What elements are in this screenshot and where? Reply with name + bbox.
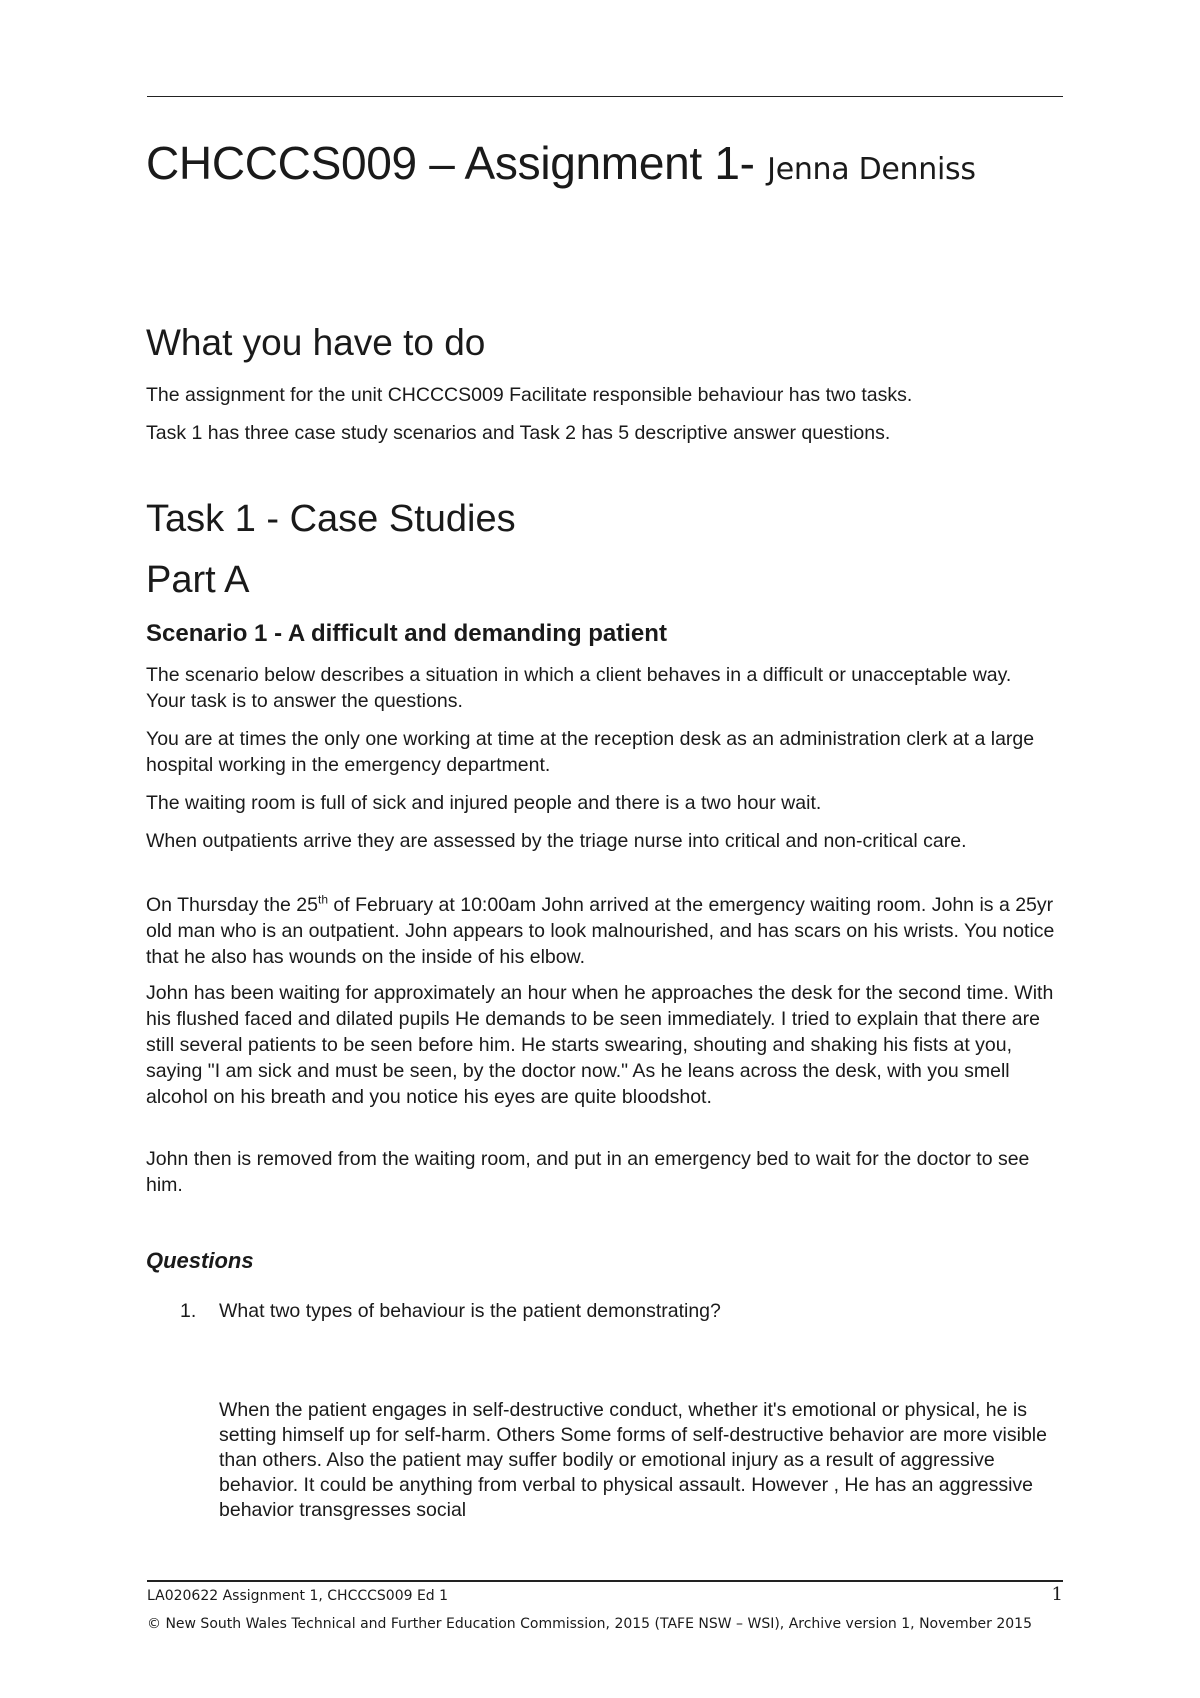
author-name: Jenna Denniss	[767, 152, 976, 187]
heading-what-you-have-to-do: What you have to do	[146, 322, 486, 363]
heading-scenario-1: Scenario 1 - A difficult and demanding patient	[146, 620, 667, 647]
scenario-paragraph-1: The scenario below describes a situation in which a client behaves in a difficult or unacceptable way. Your task is to answer the questions.	[146, 664, 1012, 712]
scenario-paragraph-6: John has been waiting for approximately an hour when he approaches the desk for the second time. With his flushed faced and dilated pupils He demands to be seen immediately. I tried to explain that there are still several patients to be seen before him. He starts swearing, shouting and shaking his fists at you, saying "I am sick and must be seen, by the doctor now." As he leans across the desk, with you smell alcohol on his breath and you notice his eyes are quite bloodshot.	[146, 982, 1054, 1108]
paragraph-5-rest: of February at 10:00am John arrived at the emergency waiting room. John is a 25yr old man who is an outpatient. John appears to look malnourished, and has scars on his wrists. You notice that he also has wounds on the inside of his elbow.	[146, 894, 1055, 968]
scenario-paragraph-7: John then is removed from the waiting room, and put in an emergency bed to wait for the doctor to see him.	[146, 1148, 1030, 1196]
header-rule	[147, 96, 1063, 97]
footer-reference: LA020622 Assignment 1, CHCCCS009 Ed 1	[147, 1588, 449, 1604]
scenario-paragraph-5	[146, 892, 1071, 970]
paragraph-5-start: On Thursday the 25	[146, 894, 318, 916]
intro-paragraph-1: The assignment for the unit CHCCCS009 Facilitate responsible behaviour has two tasks.	[146, 384, 913, 406]
question-1-number: 1.	[180, 1300, 197, 1322]
heading-part-a: Part A	[146, 559, 250, 601]
question-1-answer: When the patient engages in self-destructive conduct, whether it's emotional or physical, he is setting himself up for self-harm. Others Some forms of self-destructive behavior are more visible than others. Also the patient may suffer bodily or emotional injury as a result of aggressive behavior. It could be anything from verbal to physical assault. However , He has an aggressive behavior transgresses social	[219, 1399, 1047, 1521]
heading-questions: Questions	[146, 1248, 254, 1273]
footer-rule	[147, 1580, 1063, 1582]
ordinal-superscript: th	[318, 892, 329, 907]
page-number: 1	[1051, 1584, 1063, 1605]
heading-task-1: Task 1 - Case Studies	[146, 498, 516, 540]
intro-paragraph-2: Task 1 has three case study scenarios and Task 2 has 5 descriptive answer questions.	[146, 422, 891, 444]
title-main: CHCCCS009 – Assignment 1-	[146, 137, 768, 189]
document-title	[146, 136, 976, 190]
question-1-text: What two types of behaviour is the patient demonstrating?	[219, 1300, 721, 1322]
scenario-paragraph-2: You are at times the only one working at time at the reception desk as an administration clerk at a large hospital working in the emergency department.	[146, 728, 1035, 776]
scenario-paragraph-3: The waiting room is full of sick and injured people and there is a two hour wait.	[146, 792, 822, 814]
footer-copyright: © New South Wales Technical and Further Education Commission, 2015 (TAFE NSW – WSI), Archive version 1, November 2015	[147, 1616, 1032, 1632]
scenario-paragraph-4: When outpatients arrive they are assessed by the triage nurse into critical and non-critical care.	[146, 830, 967, 852]
